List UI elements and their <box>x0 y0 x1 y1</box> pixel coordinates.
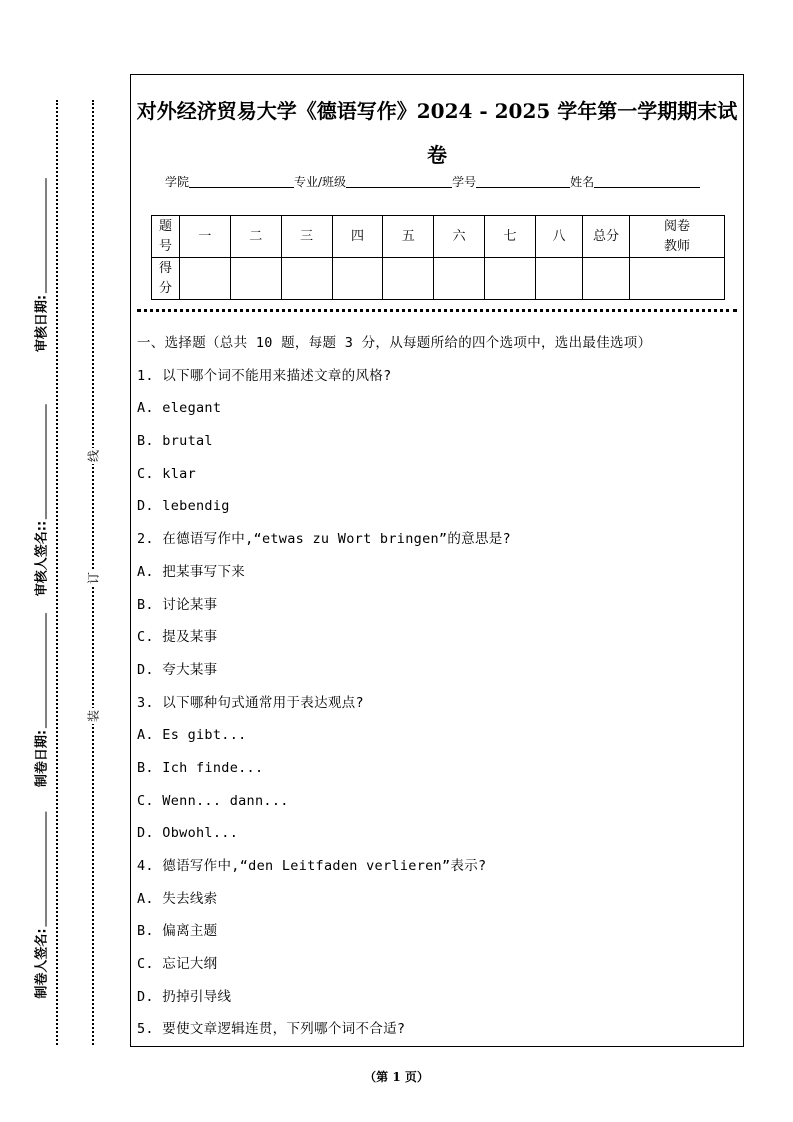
review-date-blank[interactable] <box>34 178 47 293</box>
name-blank[interactable] <box>594 175 700 188</box>
col-header-1: 一 <box>180 216 231 258</box>
compile-date-label: 制卷日期: <box>34 729 50 788</box>
score-cell-6[interactable] <box>434 258 485 300</box>
college-blank[interactable] <box>189 175 294 188</box>
questions-content <box>137 327 737 1046</box>
reviewer-signature-label: 审核人签名:: <box>34 520 50 597</box>
review-date-label: 审核日期: <box>34 294 50 353</box>
reviewer-signature-blank[interactable] <box>34 404 47 519</box>
question-option: B. brutal <box>137 433 213 450</box>
score-cell-grader[interactable] <box>630 258 725 300</box>
score-cell-4[interactable] <box>332 258 383 300</box>
exam-title <box>131 89 743 177</box>
question-option: B. 偏离主题 <box>137 923 218 940</box>
student-id-blank[interactable] <box>476 175 570 188</box>
score-row-header: 得 分 <box>152 258 180 300</box>
score-table-score-row <box>152 258 725 300</box>
col-header-total: 总分 <box>583 216 630 258</box>
question-option: A. Es gibt... <box>137 727 247 744</box>
score-cell-3[interactable] <box>281 258 332 300</box>
score-cell-total[interactable] <box>583 258 630 300</box>
col-header-5: 五 <box>383 216 434 258</box>
score-cell-1[interactable] <box>180 258 231 300</box>
major-class-blank[interactable] <box>346 175 452 188</box>
binding-char-staple: 订 <box>86 571 101 585</box>
col-header-2: 二 <box>230 216 281 258</box>
question-stem: 1. 以下哪个词不能用来描述文章的风格? <box>137 367 392 384</box>
question-number-header: 题 号 <box>152 216 180 258</box>
question-option: C. klar <box>137 465 196 482</box>
compiler-signature-blank[interactable] <box>34 811 47 926</box>
col-header-grader: 阅卷 教师 <box>630 216 725 258</box>
exam-title-line-2: 卷 <box>427 143 447 167</box>
col-header-3: 三 <box>281 216 332 258</box>
question-option: B. 讨论某事 <box>137 596 218 613</box>
reviewer-signature-field <box>31 402 50 598</box>
section-heading: 一、选择题（总共 10 题，每题 3 分，从每题所给的四个选项中，选出最佳选项） <box>137 335 652 351</box>
question-option: C. 提及某事 <box>137 629 218 646</box>
question-stem: 3. 以下哪种句式通常用于表达观点? <box>137 694 364 711</box>
col-header-6: 六 <box>434 216 485 258</box>
exam-frame <box>130 74 744 1047</box>
question-option: D. 扔掉引导线 <box>137 988 232 1005</box>
question-option: A. 把某事写下来 <box>137 563 246 580</box>
question-option: A. elegant <box>137 400 222 417</box>
score-cell-8[interactable] <box>536 258 583 300</box>
page-number: （第 1 页） <box>364 1070 429 1084</box>
binding-char-line: 线 <box>86 449 101 463</box>
compiler-signature-label: 制卷人签名: <box>34 928 50 999</box>
question-option: C. 忘记大纲 <box>137 956 218 973</box>
score-cell-2[interactable] <box>230 258 281 300</box>
question-option: D. 夸大某事 <box>137 661 218 678</box>
student-info-line <box>165 173 700 190</box>
question-option: D. lebendig <box>137 498 230 515</box>
score-table <box>151 215 725 300</box>
binding-char-bind: 装 <box>86 709 101 723</box>
question-stem: 5. 要使文章逻辑连贯，下列哪个词不合适? <box>137 1021 406 1038</box>
binding-dotted-line-outer <box>56 100 58 1045</box>
score-cell-7[interactable] <box>485 258 536 300</box>
compiler-signature-field <box>31 809 50 1000</box>
compile-date-field <box>31 611 50 789</box>
question-option: C. Wenn... dann... <box>137 792 289 809</box>
exam-title-line-1: 对外经济贸易大学《德语写作》2024 - 2025 学年第一学期期末试 <box>136 99 738 123</box>
question-option: D. Obwohl... <box>137 825 239 842</box>
question-stem: 2. 在德语写作中,“etwas zu Wort bringen”的意思是? <box>137 531 511 548</box>
review-date-field <box>31 176 50 354</box>
student-id-label: 学号 <box>452 175 477 189</box>
college-label: 学院 <box>165 175 190 189</box>
major-class-label: 专业/班级 <box>294 175 347 189</box>
question-option: A. 失去线索 <box>137 890 218 907</box>
question-stem: 4. 德语写作中,“den Leitfaden verlieren”表示? <box>137 858 487 874</box>
question-option: B. Ich finde... <box>137 759 264 776</box>
section-separator <box>137 309 737 312</box>
score-table-header-row <box>152 216 725 258</box>
compile-date-blank[interactable] <box>34 613 47 728</box>
score-cell-5[interactable] <box>383 258 434 300</box>
col-header-7: 七 <box>485 216 536 258</box>
col-header-4: 四 <box>332 216 383 258</box>
col-header-8: 八 <box>536 216 583 258</box>
name-label: 姓名 <box>570 175 595 189</box>
